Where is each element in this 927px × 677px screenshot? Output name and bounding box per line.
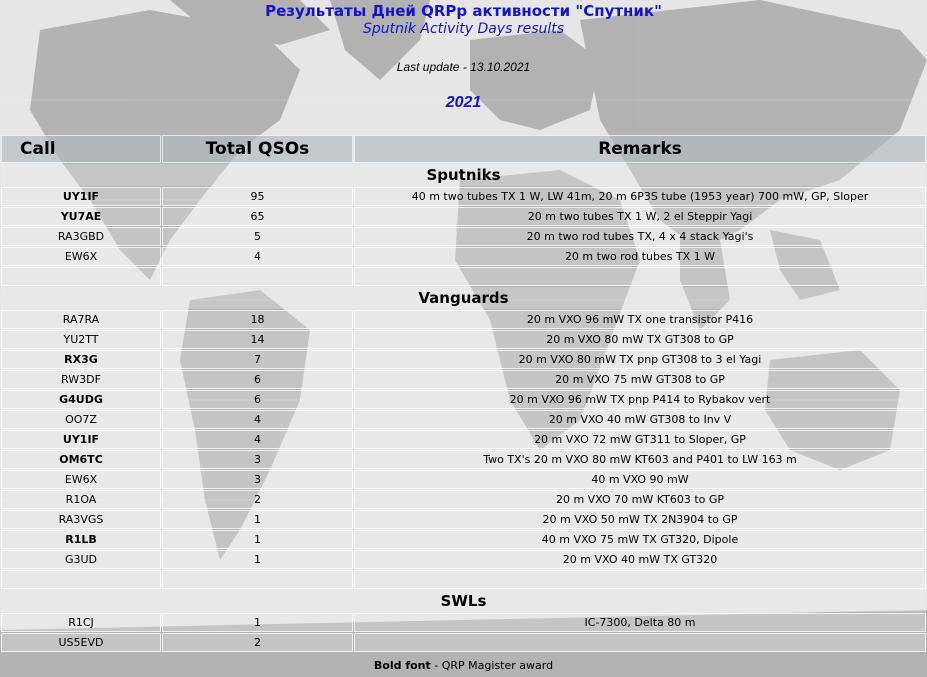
cell-remarks: 20 m VXO 40 mW GT308 to Inv V [354,410,926,429]
cell-call [1,570,161,589]
column-header-total: Total QSOs [162,135,353,163]
section-header [1,590,926,612]
cell-call: G4UDG [1,390,161,409]
table-row [1,267,926,286]
cell-call: R1LB [1,530,161,549]
cell-total-qsos [162,570,353,589]
cell-call [1,267,161,286]
section-header [1,164,926,186]
page-title: Результаты Дней QRPp активности "Спутник" [265,2,662,20]
cell-call: OO7Z [1,410,161,429]
table-row [1,530,926,549]
table-row [1,247,926,266]
table-row [1,570,926,589]
cell-call: YU7AE [1,207,161,226]
cell-remarks: 20 m VXO 80 mW TX pnp GT308 to 3 el Yagi [354,350,926,369]
cell-call: US5EVD [1,633,161,652]
table-row [1,207,926,226]
cell-total-qsos: 4 [162,430,353,449]
table-row [1,370,926,389]
cell-total-qsos: 1 [162,530,353,549]
last-update: Last update - 13.10.2021 [396,60,531,74]
table-row [1,470,926,489]
cell-remarks: Two TX's 20 m VXO 80 mW KT603 and P401 to LW 163 m [354,450,926,469]
cell-remarks [354,633,926,652]
cell-remarks: 20 m VXO 70 mW KT603 to GP [354,490,926,509]
legend [0,659,927,672]
legend-bold-label: Bold font [373,659,431,672]
cell-total-qsos: 3 [162,470,353,489]
cell-total-qsos: 2 [162,633,353,652]
cell-total-qsos: 65 [162,207,353,226]
cell-total-qsos: 5 [162,227,353,246]
cell-total-qsos: 2 [162,490,353,509]
section-title: SWLs [1,590,926,612]
cell-total-qsos [162,267,353,286]
cell-total-qsos: 6 [162,370,353,389]
column-header-call: Call [1,135,161,163]
cell-call: UY1IF [1,430,161,449]
table-row [1,187,926,206]
cell-remarks: 20 m two rod tubes TX, 4 x 4 stack Yagi's [354,227,926,246]
results-table [0,134,927,653]
cell-call: G3UD [1,550,161,569]
cell-total-qsos: 6 [162,390,353,409]
cell-call: EW6X [1,470,161,489]
cell-remarks: 20 m VXO 96 mW TX pnp P414 to Rybakov vert [354,390,926,409]
cell-call: RX3G [1,350,161,369]
cell-remarks: 20 m two rod tubes TX 1 W [354,247,926,266]
cell-remarks: IC-7300, Delta 80 m [354,613,926,632]
section-title: Vanguards [1,287,926,309]
cell-call: OM6TC [1,450,161,469]
results-table-body [1,135,926,652]
cell-call: RA3GBD [1,227,161,246]
cell-total-qsos: 4 [162,247,353,266]
table-row [1,450,926,469]
cell-remarks: 20 m VXO 96 mW TX one transistor P416 [354,310,926,329]
cell-remarks: 40 m two tubes TX 1 W, LW 41m, 20 m 6P3S tube (1953 year) 700 mW, GP, Sloper [354,187,926,206]
cell-total-qsos: 4 [162,410,353,429]
cell-remarks: 20 m VXO 72 mW GT311 to Sloper, GP [354,430,926,449]
cell-total-qsos: 7 [162,350,353,369]
cell-call: YU2TT [1,330,161,349]
cell-call: RA7RA [1,310,161,329]
table-row [1,633,926,652]
cell-call: R1CJ [1,613,161,632]
cell-remarks: 20 m VXO 75 mW GT308 to GP [354,370,926,389]
cell-remarks: 20 m VXO 80 mW TX GT308 to GP [354,330,926,349]
cell-total-qsos: 1 [162,550,353,569]
section-header [1,287,926,309]
cell-remarks: 40 m VXO 75 mW TX GT320, Dipole [354,530,926,549]
cell-call: UY1IF [1,187,161,206]
cell-call: R1OA [1,490,161,509]
table-row [1,510,926,529]
cell-call: EW6X [1,247,161,266]
section-title: Sputniks [1,164,926,186]
cell-remarks [354,570,926,589]
cell-remarks: 20 m VXO 40 mW TX GT320 [354,550,926,569]
column-header-remarks: Remarks [354,135,926,163]
table-row [1,330,926,349]
table-row [1,490,926,509]
cell-total-qsos: 18 [162,310,353,329]
cell-total-qsos: 95 [162,187,353,206]
legend-text: - QRP Magister award [430,659,554,672]
cell-total-qsos: 1 [162,510,353,529]
cell-remarks: 40 m VXO 90 mW [354,470,926,489]
cell-total-qsos: 14 [162,330,353,349]
cell-call: RA3VGS [1,510,161,529]
table-row [1,227,926,246]
cell-total-qsos: 3 [162,450,353,469]
cell-remarks: 20 m VXO 50 mW TX 2N3904 to GP [354,510,926,529]
table-row [1,613,926,632]
table-row [1,350,926,369]
cell-total-qsos: 1 [162,613,353,632]
table-row [1,430,926,449]
page-subtitle: Sputnik Activity Days results [362,21,565,37]
table-row [1,410,926,429]
cell-remarks [354,267,926,286]
cell-remarks: 20 m two tubes TX 1 W, 2 el Steppir Yagi [354,207,926,226]
table-row [1,390,926,409]
table-header [1,135,926,163]
cell-call: RW3DF [1,370,161,389]
table-row [1,310,926,329]
year-heading: 2021 [445,94,482,111]
table-row [1,550,926,569]
